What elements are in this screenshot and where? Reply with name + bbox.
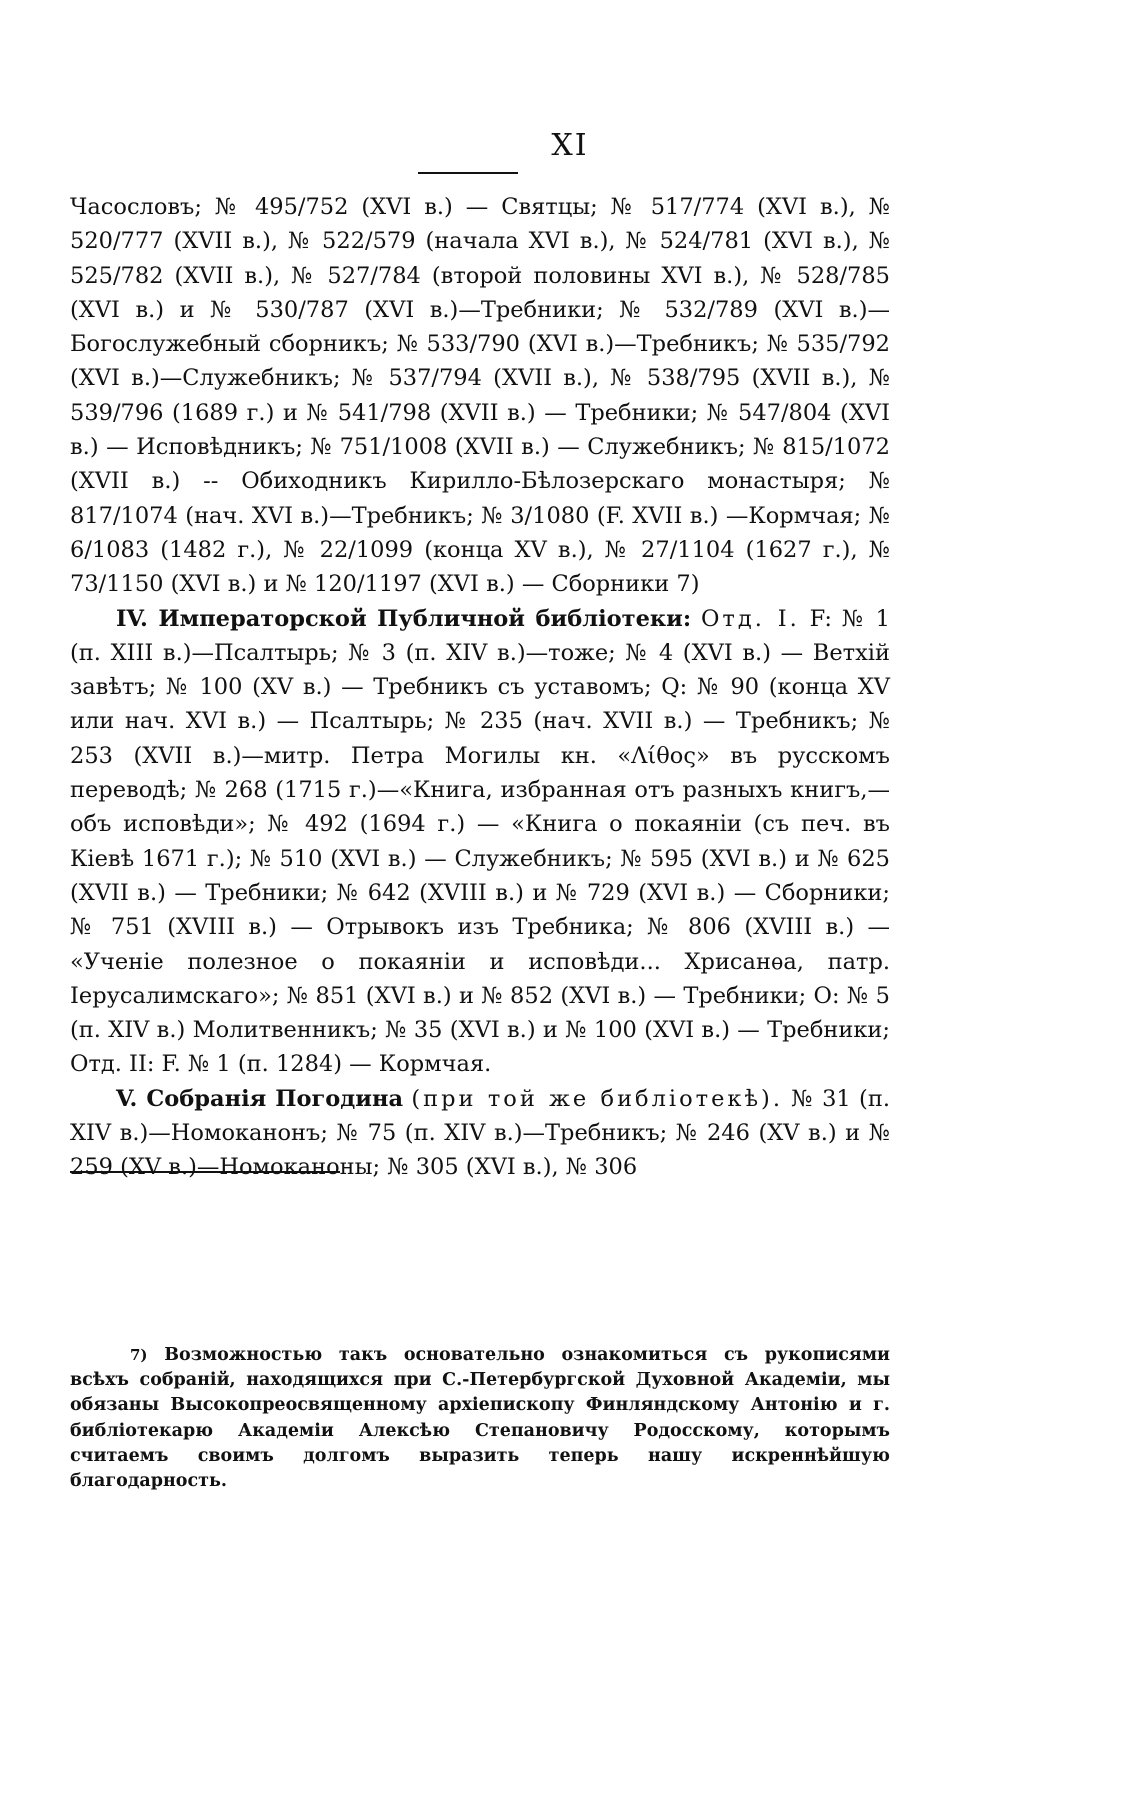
footnote-rule	[70, 1171, 340, 1173]
page-number: XI	[551, 128, 589, 163]
footnote	[70, 1343, 890, 1494]
section-v-heading: V. Собранія Погодина	[116, 1085, 404, 1112]
main-text	[70, 190, 890, 1185]
section-v-text: № 31 (п. XIV в.)—Номоканонъ; № 75 (п. XIV в.)—Требникъ; № 246 (XV в.) и № 259 (XV в.)—Номоканоны; № 305 (XVI в.), № 306	[70, 1085, 890, 1181]
page-number-rule	[418, 172, 518, 174]
section-iv-division: Отд. I.	[700, 605, 800, 632]
section-iii-paragraph	[70, 190, 890, 602]
section-v-paragraph	[70, 1082, 890, 1185]
section-iii-text: Часословъ; № 495/752 (XVI в.) — Святцы; № 517/774 (XVI в.), № 520/777 (XVII в.), № 522/579 (начала XVI в.), № 524/781 (XVI в.), № 525/782 (XVII в.), № 527/784 (второй половины XVI в.), № 528/785 (XVI в.) и № 530/787 (XVI в.)—Требники; № 532/789 (XVI в.)—Богослужебный сборникъ; № 533/790 (XVI в.)—Требникъ; № 535/792 (XVI в.)—Служебникъ; № 537/794 (XVII в.), № 538/795 (XVII в.), № 539/796 (1689 г.) и № 541/798 (XVII в.) — Требники; № 547/804 (XVI в.) — Исповѣдникъ; № 751/1008 (XVII в.) — Служебникъ; № 815/1072 (XVII в.) -- Обиходникъ Кирилло-Бѣлозерскаго монастыря; № 817/1074 (нач. XVI в.)—Требникъ; № 3/1080 (F. XVII в.) —Кормчая; № 6/1083 (1482 г.), № 22/1099 (конца XV в.), № 27/1104 (1627 г.), № 73/1150 (XVI в.) и № 120/1197 (XVI в.) — Сборники	[70, 194, 890, 598]
section-v-location: (при той же библіотекѣ).	[411, 1085, 783, 1112]
section-iv-text: F: № 1 (п. XIII в.)—Псалтырь; № 3 (п. XIV в.)—тоже; № 4 (XVI в.) — Ветхій завѣтъ; № 100 (XV в.) — Требникъ съ уставомъ; Q: № 90 (конца XV или нач. XVI в.) — Псалтырь; № 235 (нач. XVII в.) — Требникъ; № 253 (XVII в.)—митр. Петра Могилы кн. «Λίθος» въ русскомъ переводѣ; № 268 (1715 г.)—«Книга, избранная отъ разныхъ книгъ,—объ исповѣди»; № 492 (1694 г.) — «Книга о покаяніи (съ печ. въ Кіевѣ 1671 г.); № 510 (XVI в.) — Служебникъ; № 595 (XVI в.) и № 625 (XVII в.) — Требники; № 642 (XVIII в.) и № 729 (XVI в.) — Сборники; № 751 (XVIII в.) — Отрывокъ изъ Требника; № 806 (XVIII в.) — «Ученіе полезное о покаяніи и исповѣди... Хрисанѳа, патр. Іерусалимскаго»; № 851 (XVI в.) и № 852 (XVI в.) — Требники; O: № 5 (п. XIV в.) Молитвенникъ; № 35 (XVI в.) и № 100 (XVI в.) — Требники; Отд. II: F. № 1 (п. 1284) — Кормчая.	[70, 605, 890, 1078]
section-iv-paragraph	[70, 602, 890, 1082]
section-iv-heading: IV. Императорской Публичной библіотеки:	[116, 605, 692, 632]
footnote-reference: 7)	[676, 571, 700, 598]
footnote-marker: 7)	[130, 1346, 148, 1364]
footnote-text: Возможностью такъ основательно ознакомиться съ рукописями всѣхъ собраній, находящихся при С.-Петербургской Духовной Академіи, мы обязаны Высокопреосвященному архіепископу Финляндскому Антонію и г. библіотекарю Академіи Алексѣю Степановичу Родосскому, которымъ считаемъ своимъ долгомъ выразить теперь нашу искреннѣйшую благодарность.	[70, 1345, 890, 1492]
